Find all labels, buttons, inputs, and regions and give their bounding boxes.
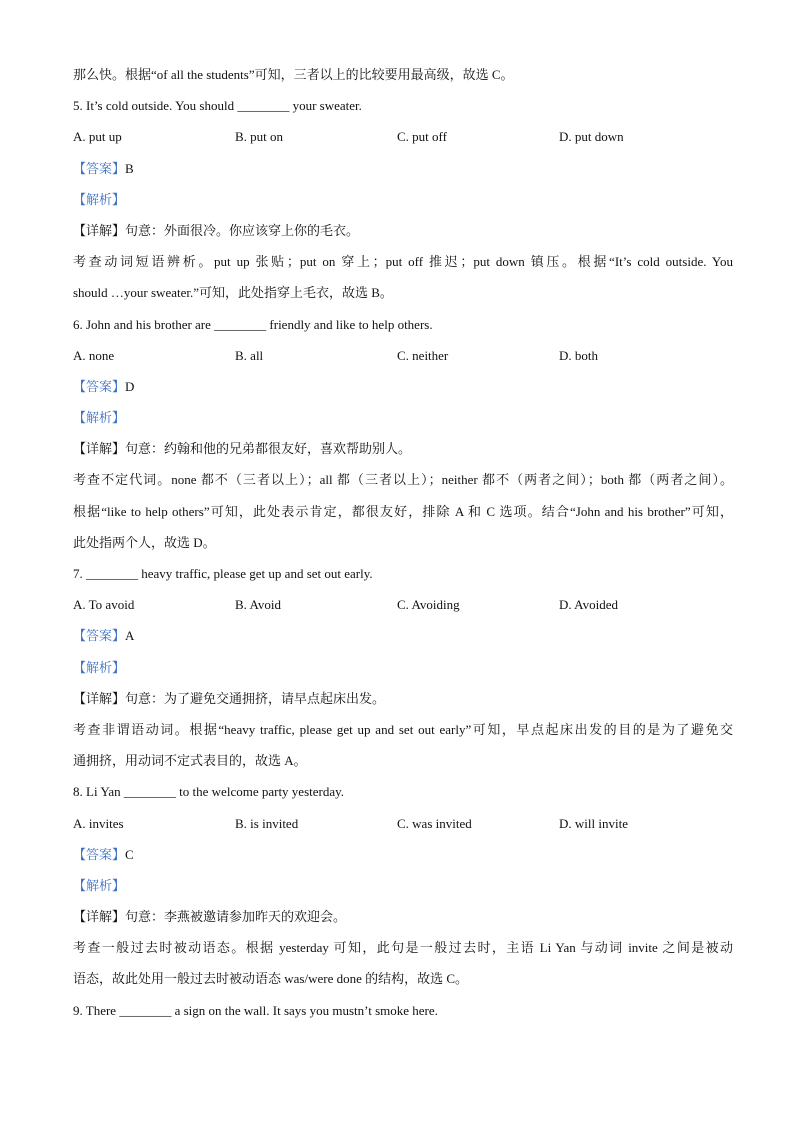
- detail-text: 句意：为了避免交通拥挤，请早点起床出发。: [125, 690, 386, 706]
- question-6-options: [73, 343, 733, 374]
- explanation-line: 考查动词短语辨析。put up 张贴；put on 穿上；put off 推迟；put down 镇压。根据“It’s cold outside. You: [73, 254, 733, 270]
- option-d: D. Avoided: [559, 597, 618, 613]
- question-7-options: [73, 592, 733, 623]
- answer-line: [73, 623, 733, 654]
- question-9: 9. There ________ a sign on the wall. It says you mustn’t smoke here.: [73, 1002, 438, 1018]
- answer-line: [73, 842, 733, 873]
- option-b: B. all: [235, 347, 264, 363]
- detail-text: 句意：约翰和他的兄弟都很友好，喜欢帮助别人。: [125, 441, 412, 457]
- question-6: 6. John and his brother are ________ friendly and like to help others.: [73, 316, 433, 332]
- explanation-line: 考查不定代词。none 都不（三者以上）；all 都（三者以上）；neither 都不（两者之间）；both 都（两者之间）。: [73, 472, 733, 488]
- option-b: B. Avoid: [235, 597, 281, 613]
- document-page: [73, 62, 733, 1029]
- option-d: D. both: [559, 347, 598, 363]
- detail-text: 句意：李燕被邀请参加昨天的欢迎会。: [125, 909, 347, 925]
- detail-line: [73, 904, 733, 935]
- analysis-label: 【解析】: [73, 877, 126, 893]
- question-8: 8. Li Yan ________ to the welcome party yesterday.: [73, 784, 345, 800]
- question-7: 7. ________ heavy traffic, please get up and set out early.: [73, 566, 373, 581]
- explanation-line: 此处指两个人，故选 D。: [73, 534, 216, 550]
- question-5: 5. It’s cold outside. You should ________ your sweater.: [73, 98, 362, 114]
- answer-label: 【答案】: [73, 628, 126, 644]
- option-a: A. To avoid: [73, 597, 135, 613]
- explanation-line: should …your sweater.”可知，此处指穿上毛衣，故选 B。: [73, 285, 393, 301]
- option-d: D. put down: [559, 129, 624, 145]
- option-c: C. Avoiding: [397, 597, 460, 613]
- option-c: C. neither: [397, 347, 449, 363]
- option-b: B. put on: [235, 129, 284, 145]
- option-a: A. invites: [73, 815, 124, 831]
- answer-value: B: [125, 160, 134, 176]
- answer-value: D: [125, 378, 135, 394]
- detail-line: [73, 436, 733, 467]
- detail-label: 【详解】: [73, 909, 126, 925]
- explanation-line: 考查一般过去时被动语态。根据 yesterday 可知，此句是一般过去时，主语 Li Yan 与动词 invite 之间是被动: [73, 940, 733, 956]
- answer-label: 【答案】: [73, 846, 126, 862]
- analysis-label: 【解析】: [73, 410, 126, 426]
- text-line: 那么快。根据“of all the students”可知，三者以上的比较要用最高级，故选 C。: [73, 67, 514, 82]
- option-d: D. will invite: [559, 815, 628, 831]
- detail-label: 【详解】: [73, 441, 126, 457]
- detail-label: 【详解】: [73, 690, 126, 706]
- option-a: A. none: [73, 347, 115, 363]
- question-8-options: [73, 811, 733, 842]
- answer-line: [73, 156, 733, 187]
- explanation-line: 通拥挤，用动词不定式表目的，故选 A。: [73, 753, 307, 769]
- answer-label: 【答案】: [73, 378, 126, 394]
- explanation-line: 考查非谓语动词。根据“heavy traffic, please get up and set out early”可知，早点起床出发的目的是为了避免交: [73, 721, 733, 737]
- answer-label: 【答案】: [73, 160, 126, 176]
- detail-label: 【详解】: [73, 222, 126, 238]
- explanation-line: 语态，故此处用一般过去时被动语态 was/were done 的结构，故选 C。: [73, 971, 469, 987]
- detail-line: [73, 218, 733, 249]
- detail-text: 句意：外面很冷。你应该穿上你的毛衣。: [125, 222, 360, 238]
- option-c: C. put off: [397, 129, 447, 145]
- answer-line: [73, 374, 733, 405]
- answer-value: C: [125, 846, 134, 862]
- detail-line: [73, 686, 733, 717]
- analysis-label: 【解析】: [73, 659, 126, 675]
- option-b: B. is invited: [235, 815, 299, 831]
- explanation-line: 根据“like to help others”可知，此处表示肯定，都很友好，排除 A 和 C 选项。结合“John and his brother”可知，: [73, 503, 733, 519]
- option-c: C. was invited: [397, 815, 472, 831]
- option-a: A. put up: [73, 129, 122, 145]
- analysis-label: 【解析】: [73, 191, 126, 207]
- question-5-options: [73, 124, 733, 155]
- answer-value: A: [125, 628, 135, 644]
